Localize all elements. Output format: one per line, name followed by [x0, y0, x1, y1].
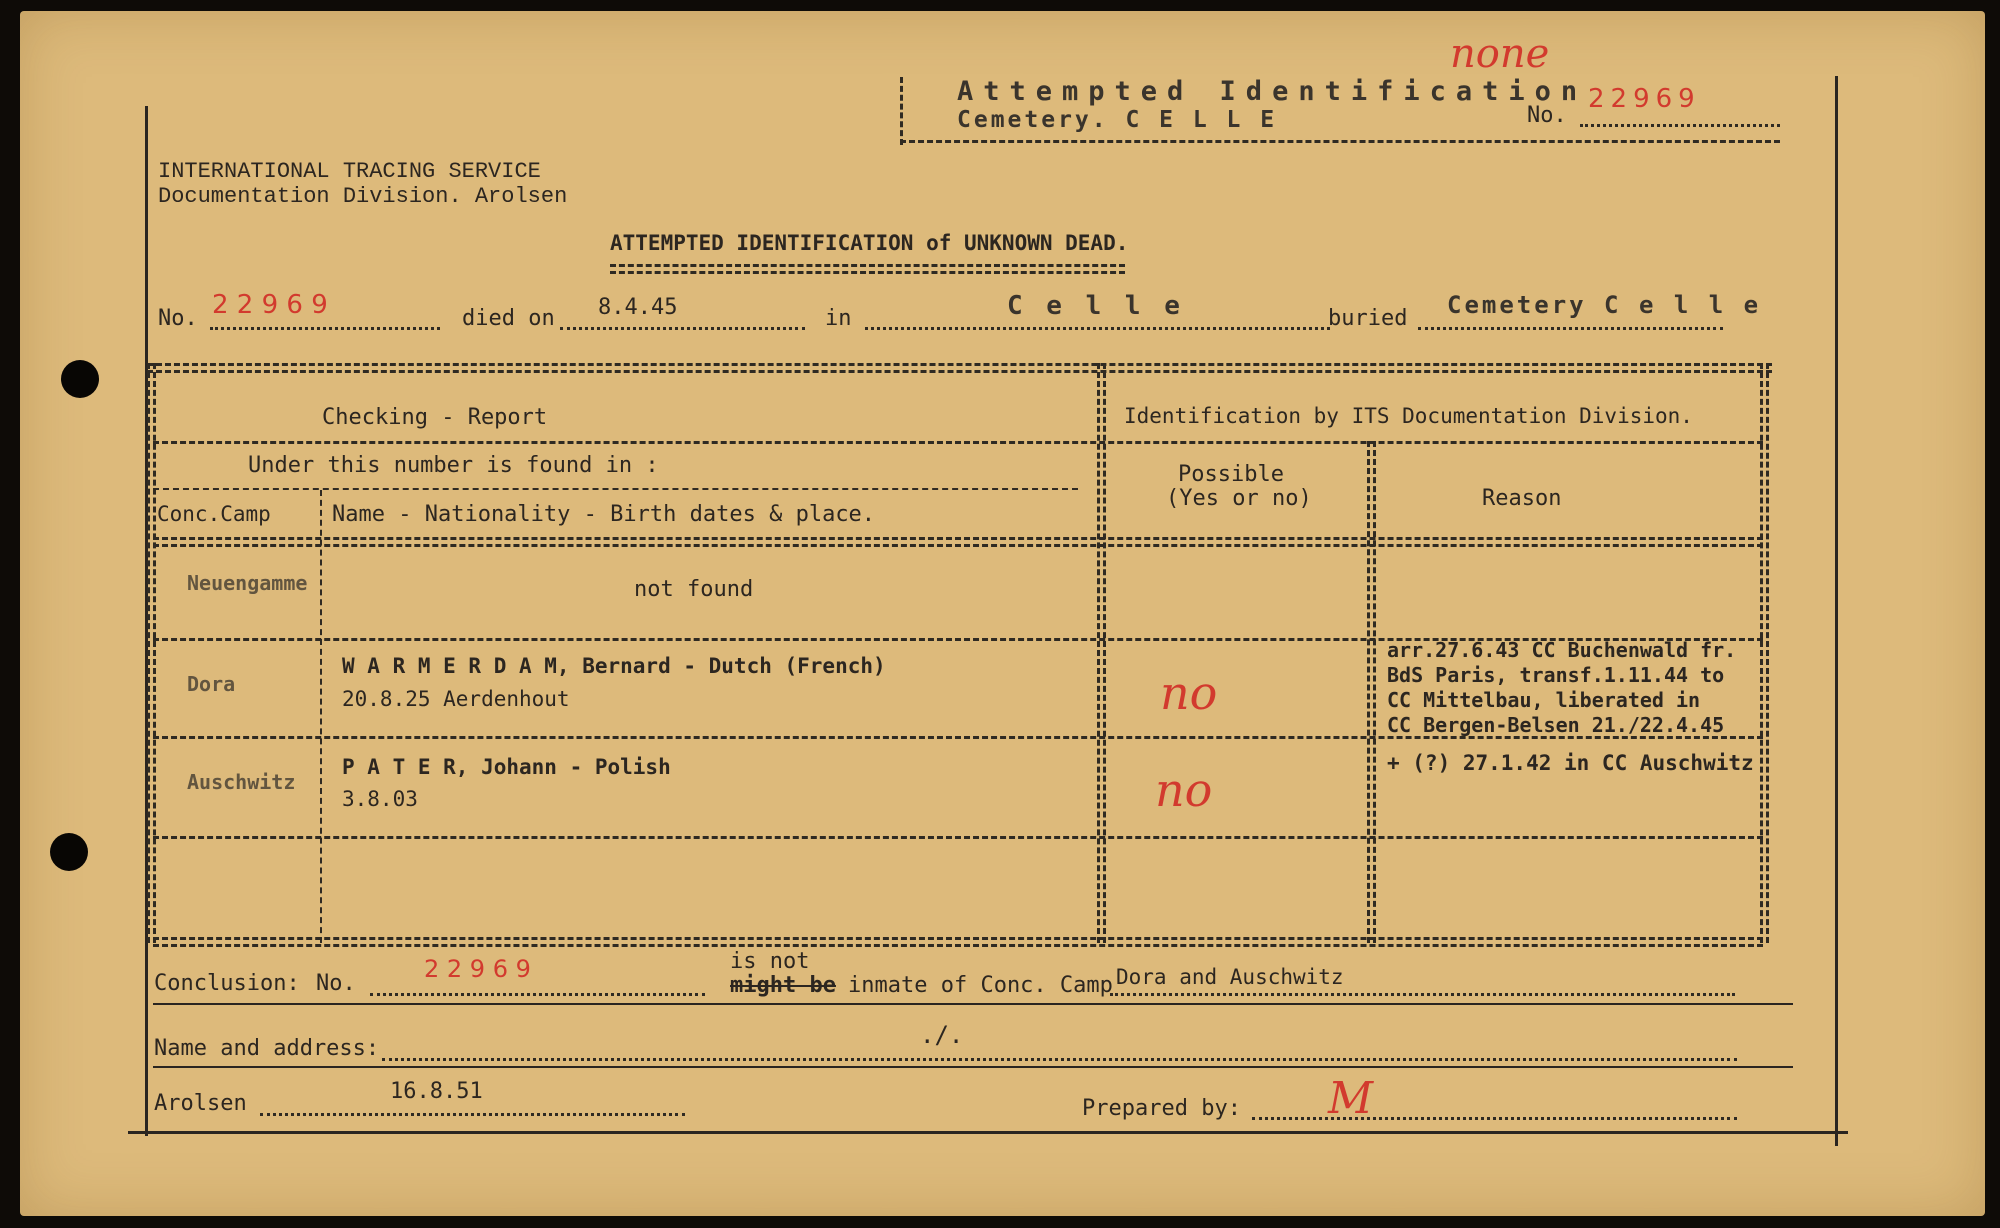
conclusion-rule [153, 1003, 1793, 1005]
buried-dots [1418, 327, 1723, 330]
row-2-camp: Dora [187, 672, 236, 696]
institution-line1: INTERNATIONAL TRACING SERVICE [158, 159, 541, 184]
died-dots [560, 327, 805, 330]
row-3-name: P A T E R, Johann - Polish [342, 755, 671, 779]
header-no-label: No. [1527, 103, 1567, 128]
prepared-label: Prepared by: [1082, 1096, 1241, 1121]
row-3-reason: + (?) 27.1.42 in CC Auschwitz [1387, 751, 1754, 775]
table-reason-rule [1367, 441, 1376, 943]
conclusion-label: Conclusion: [154, 971, 300, 996]
col-possible-header-2: (Yes or no) [1166, 486, 1312, 511]
identification-header: Identification by ITS Documentation Division. [1124, 404, 1693, 428]
found-in-rule [153, 488, 1078, 490]
conclusion-no-dots [370, 993, 705, 996]
prepared-signature: M [1328, 1073, 1374, 1124]
form-title-underline [610, 264, 1125, 274]
conclusion-might-be: might be [730, 973, 836, 998]
died-value: 8.4.45 [598, 295, 678, 320]
conclusion-camps-dots [1110, 993, 1735, 996]
name-address-dots [382, 1058, 1737, 1061]
header-box-bottom [900, 140, 1780, 143]
record-no-label: No. [158, 306, 198, 331]
row-3-possible: no [1155, 763, 1213, 817]
row-1-name: not found [634, 577, 754, 602]
punch-hole-top [61, 360, 99, 398]
column-header-rule [153, 537, 1763, 547]
table-right-rule [1760, 363, 1769, 943]
row-2-rule [153, 736, 1763, 739]
row-3-camp: Auschwitz [187, 770, 296, 794]
buried-value: Cemetery C e l l e [1447, 291, 1762, 319]
table-bottom-rule [153, 937, 1763, 947]
header-cemetery: Cemetery. C E L L E [957, 107, 1278, 133]
row-3-birth: 3.8.03 [342, 787, 418, 811]
header-annotation: none [1450, 31, 1550, 77]
header-box-left [900, 77, 903, 145]
died-label: died on [462, 306, 555, 331]
buried-label: buried [1328, 306, 1408, 331]
row-1-camp: Neuengamme [187, 571, 308, 595]
in-dots [865, 327, 1330, 330]
institution-line2: Documentation Division. Arolsen [158, 184, 568, 209]
table-mid-rule [1097, 363, 1106, 943]
form-title: ATTEMPTED IDENTIFICATION of UNKNOWN DEAD. [610, 231, 1129, 255]
conclusion-camps: Dora and Auschwitz [1116, 965, 1344, 989]
col-name-header: Name - Nationality - Birth dates & place. [332, 502, 876, 527]
frame-right [1835, 76, 1838, 1146]
camp-col-rule [320, 490, 322, 943]
row-2-reason: arr.27.6.43 CC Buchenwald fr. BdS Paris, transf.1.11.44 to CC Mittelbau, liberated in CC Bergen-Belsen 21./22.4.45 [1387, 638, 1737, 737]
footer-date-dots [260, 1113, 685, 1116]
name-address-value: ./. [920, 1021, 964, 1049]
row-2-name: W A R M E R D A M, Bernard - Dutch (French) [342, 654, 886, 678]
table-top-rule [147, 363, 1772, 373]
section-header-rule [153, 441, 1763, 444]
row-3-rule [153, 836, 1763, 839]
footer-place: Arolsen [154, 1091, 247, 1116]
in-value: C e l l e [1007, 291, 1184, 321]
found-in-label: Under this number is found in : [248, 453, 659, 478]
prepared-dots [1252, 1117, 1737, 1120]
in-label: in [825, 306, 852, 331]
col-possible-header-1: Possible [1178, 462, 1284, 487]
footer-date: 16.8.51 [390, 1079, 483, 1104]
header-title: Attempted Identification [957, 76, 1588, 107]
record-no-value: 2 2 9 6 9 [212, 290, 328, 320]
header-no-value: 22969 [1588, 84, 1701, 114]
row-2-birth: 20.8.25 Aerdenhout [342, 687, 570, 711]
record-no-dots [210, 327, 440, 330]
punch-hole-bottom [50, 833, 88, 871]
name-address-label: Name and address: [154, 1036, 380, 1061]
conclusion-is-not: is not [730, 949, 810, 974]
row-2-possible: no [1160, 666, 1218, 720]
name-address-rule [153, 1066, 1793, 1068]
conclusion-no-label: No. [316, 971, 356, 996]
index-card [20, 11, 1985, 1216]
conclusion-inmate-text: inmate of Conc. Camp [848, 973, 1113, 998]
col-camp-header: Conc.Camp [157, 502, 271, 526]
col-reason-header: Reason [1482, 486, 1562, 511]
checking-report-label: Checking - Report [322, 405, 548, 430]
header-no-dots [1580, 124, 1780, 127]
conclusion-no-value: 2 2 9 6 9 [424, 955, 531, 983]
table-left-rule [147, 363, 156, 943]
frame-bottom [128, 1131, 1848, 1134]
